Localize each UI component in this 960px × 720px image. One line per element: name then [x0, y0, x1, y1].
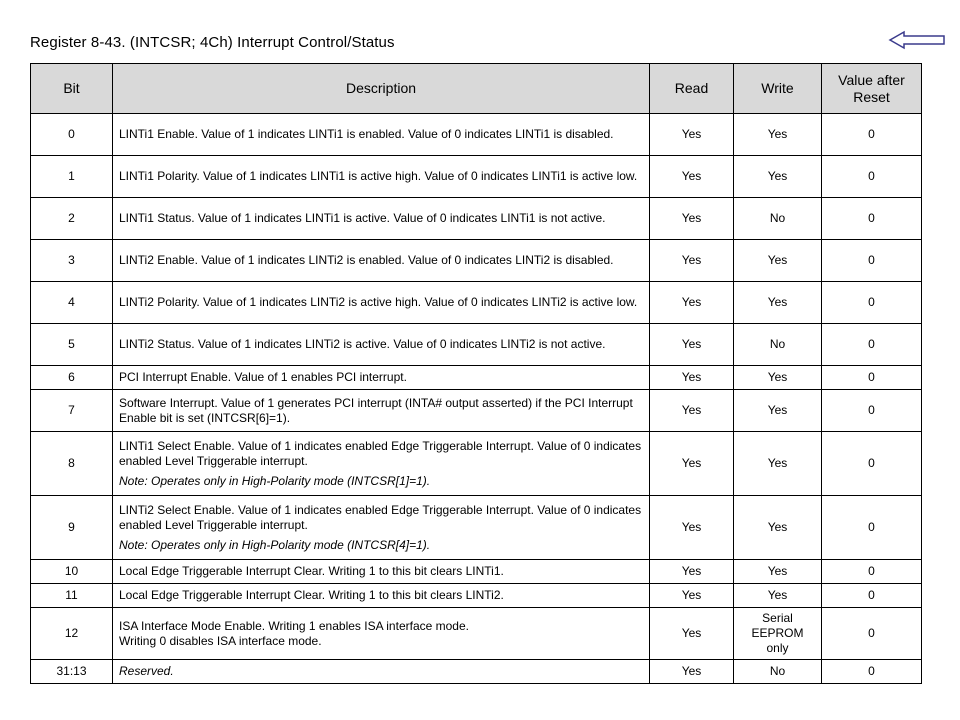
write-cell: Yes — [734, 282, 822, 324]
description-cell — [113, 390, 650, 432]
reset-value-cell: 0 — [822, 282, 922, 324]
write-cell: Yes — [734, 240, 822, 282]
bit-cell: 0 — [31, 114, 113, 156]
reset-value-cell: 0 — [822, 660, 922, 684]
header-bit: Bit — [31, 64, 113, 114]
left-arrow-icon[interactable] — [888, 30, 946, 50]
table-row — [31, 660, 922, 684]
table-row — [31, 432, 922, 496]
read-cell: Yes — [650, 660, 734, 684]
description-cell — [113, 560, 650, 584]
table-row — [31, 282, 922, 324]
read-cell: Yes — [650, 156, 734, 198]
description-cell — [113, 366, 650, 390]
reset-value-cell: 0 — [822, 366, 922, 390]
table-row — [31, 560, 922, 584]
table-row — [31, 198, 922, 240]
reset-value-cell: 0 — [822, 560, 922, 584]
description-cell — [113, 282, 650, 324]
reset-value-cell: 0 — [822, 198, 922, 240]
description-text: ISA Interface Mode Enable. Writing 1 enables ISA interface mode. Writing 0 disables ISA interface mode. — [119, 618, 469, 648]
description-cell — [113, 156, 650, 198]
read-cell: Yes — [650, 366, 734, 390]
write-cell: Yes — [734, 560, 822, 584]
description-cell — [113, 114, 650, 156]
read-cell: Yes — [650, 584, 734, 608]
description-cell — [113, 324, 650, 366]
description-cell — [113, 432, 650, 496]
read-cell: Yes — [650, 432, 734, 496]
header-write: Write — [734, 64, 822, 114]
header-value-after-reset: Value after Reset — [822, 64, 922, 114]
reset-value-cell: 0 — [822, 156, 922, 198]
table-row — [31, 390, 922, 432]
description-text: LINTi1 Polarity. Value of 1 indicates LINTi1 is active high. Value of 0 indicates LINTi1 is active low. — [119, 169, 638, 183]
header-description: Description — [113, 64, 650, 114]
read-cell: Yes — [650, 390, 734, 432]
reset-value-cell: 0 — [822, 240, 922, 282]
description-text: Reserved. — [119, 664, 174, 678]
write-cell: Yes — [734, 390, 822, 432]
write-cell: Yes — [734, 432, 822, 496]
description-text: Software Interrupt. Value of 1 generates PCI interrupt (INTA# output asserted) if the PCI Interrupt Enable bit is set (INTCSR[6]=1). — [119, 395, 633, 425]
description-text: LINTi2 Status. Value of 1 indicates LINTi2 is active. Value of 0 indicates LINTi2 is not active. — [119, 337, 606, 351]
description-cell — [113, 496, 650, 560]
reset-value-cell: 0 — [822, 432, 922, 496]
table-header-row — [31, 64, 922, 114]
description-text: LINTi1 Status. Value of 1 indicates LINTi1 is active. Value of 0 indicates LINTi1 is not active. — [119, 211, 606, 225]
description-text: LINTi2 Select Enable. Value of 1 indicates enabled Edge Triggerable Interrupt. Value of 0 indicates enabled Level Triggerable interrupt. — [119, 502, 642, 532]
reset-value-cell: 0 — [822, 324, 922, 366]
description-text: LINTi2 Enable. Value of 1 indicates LINTi2 is enabled. Value of 0 indicates LINTi2 is disabled. — [119, 253, 614, 267]
description-cell — [113, 584, 650, 608]
table-row — [31, 114, 922, 156]
bit-cell: 5 — [31, 324, 113, 366]
read-cell: Yes — [650, 324, 734, 366]
bit-cell: 12 — [31, 608, 113, 660]
bit-cell: 4 — [31, 282, 113, 324]
table-row — [31, 156, 922, 198]
description-cell — [113, 660, 650, 684]
write-cell: No — [734, 198, 822, 240]
write-cell: Yes — [734, 496, 822, 560]
bit-cell: 31:13 — [31, 660, 113, 684]
reset-value-cell: 0 — [822, 114, 922, 156]
bit-cell: 1 — [31, 156, 113, 198]
table-row — [31, 240, 922, 282]
description-text: Local Edge Triggerable Interrupt Clear. Writing 1 to this bit clears LINTi1. — [119, 564, 504, 578]
description-cell — [113, 240, 650, 282]
table-row — [31, 366, 922, 390]
read-cell: Yes — [650, 198, 734, 240]
register-table — [30, 63, 922, 684]
reset-value-cell: 0 — [822, 496, 922, 560]
description-cell — [113, 608, 650, 660]
table-row — [31, 324, 922, 366]
reset-value-cell: 0 — [822, 608, 922, 660]
write-cell: Serial EEPROM only — [734, 608, 822, 660]
reset-value-cell: 0 — [822, 390, 922, 432]
bit-cell: 9 — [31, 496, 113, 560]
write-cell: Yes — [734, 156, 822, 198]
write-cell: Yes — [734, 114, 822, 156]
read-cell: Yes — [650, 282, 734, 324]
bit-cell: 10 — [31, 560, 113, 584]
description-note: Note: Operates only in High-Polarity mode (INTCSR[1]=1). — [119, 473, 431, 488]
write-cell: No — [734, 660, 822, 684]
description-cell — [113, 198, 650, 240]
description-text: LINTi1 Enable. Value of 1 indicates LINTi1 is enabled. Value of 0 indicates LINTi1 is disabled. — [119, 127, 614, 141]
header-read: Read — [650, 64, 734, 114]
write-cell: No — [734, 324, 822, 366]
read-cell: Yes — [650, 240, 734, 282]
page-title: Register 8-43. (INTCSR; 4Ch) Interrupt Control/Status — [30, 34, 395, 51]
read-cell: Yes — [650, 114, 734, 156]
table-row — [31, 496, 922, 560]
bit-cell: 8 — [31, 432, 113, 496]
description-text: LINTi1 Select Enable. Value of 1 indicates enabled Edge Triggerable Interrupt. Value of 0 indicates enabled Level Triggerable interrupt. — [119, 438, 642, 468]
table-row — [31, 608, 922, 660]
write-cell: Yes — [734, 584, 822, 608]
description-text: LINTi2 Polarity. Value of 1 indicates LINTi2 is active high. Value of 0 indicates LINTi2 is active low. — [119, 295, 638, 309]
write-cell: Yes — [734, 366, 822, 390]
bit-cell: 3 — [31, 240, 113, 282]
bit-cell: 7 — [31, 390, 113, 432]
description-text: Local Edge Triggerable Interrupt Clear. Writing 1 to this bit clears LINTi2. — [119, 588, 504, 602]
bit-cell: 2 — [31, 198, 113, 240]
bit-cell: 6 — [31, 366, 113, 390]
reset-value-cell: 0 — [822, 584, 922, 608]
description-note: Note: Operates only in High-Polarity mode (INTCSR[4]=1). — [119, 537, 431, 552]
table-row — [31, 584, 922, 608]
read-cell: Yes — [650, 496, 734, 560]
read-cell: Yes — [650, 608, 734, 660]
read-cell: Yes — [650, 560, 734, 584]
description-text: PCI Interrupt Enable. Value of 1 enables PCI interrupt. — [119, 370, 407, 384]
bit-cell: 11 — [31, 584, 113, 608]
